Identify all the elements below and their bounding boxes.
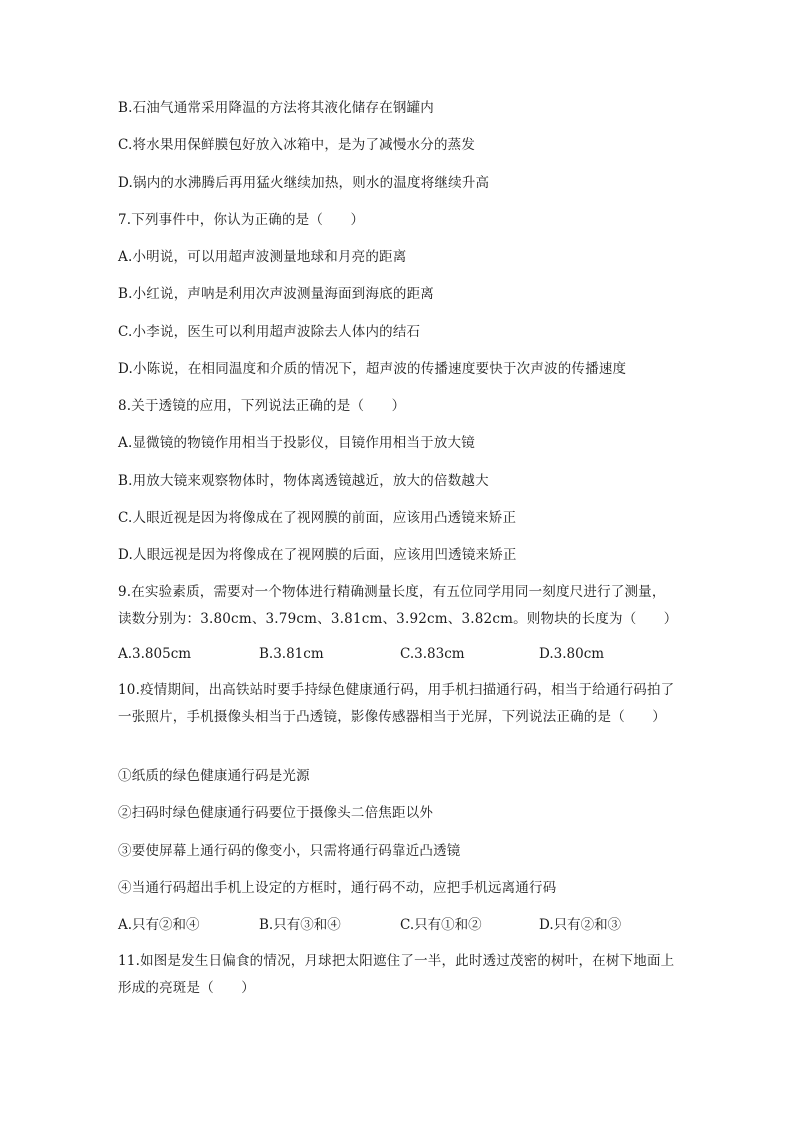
- q10-statement-2: ②扫码时绿色健康通行码要位于摄像头二倍焦距以外: [118, 805, 434, 821]
- q10-statement-3: ③要使屏幕上通行码的像变小，只需将通行码靠近凸透镜: [118, 843, 461, 859]
- q10-option-b: B.只有③和④: [259, 917, 341, 933]
- q10-statement-4: ④当通行码超出手机上设定的方框时，通行码不动，应把手机远离通行码: [118, 880, 557, 896]
- q9-option-b: B.3.81cm: [259, 646, 324, 662]
- q10-option-a: A.只有②和④: [118, 917, 200, 933]
- q8-stem: 8.关于透镜的应用，下列说法正确的是（ ）: [118, 398, 406, 414]
- q8-option-d: D.人眼远视是因为将像成在了视网膜的后面，应该用凹透镜来矫正: [118, 547, 517, 563]
- q10-option-d: D.只有②和③: [539, 917, 622, 933]
- q10-option-c: C.只有①和②: [400, 917, 482, 933]
- q9-option-d: D.3.80cm: [539, 646, 605, 662]
- q6-option-d: D.锅内的水沸腾后再用猛火继续加热，则水的温度将继续升高: [118, 175, 490, 191]
- q6-option-c: C.将水果用保鲜膜包好放入冰箱中，是为了减慢水分的蒸发: [118, 137, 476, 153]
- q7-option-c: C.小李说，医生可以利用超声波除去人体内的结石: [118, 324, 421, 340]
- q9-option-a: A.3.805cm: [118, 646, 192, 662]
- q7-option-b: B.小红说，声呐是利用次声波测量海面到海底的距离: [118, 286, 435, 302]
- q8-option-a: A.显微镜的物镜作用相当于投影仪，目镜作用相当于放大镜: [118, 435, 475, 451]
- q7-stem: 7.下列事件中，你认为正确的是（ ）: [118, 212, 365, 228]
- q9-option-c: C.3.83cm: [400, 646, 465, 662]
- q7-option-d: D.小陈说，在相同温度和介质的情况下，超声波的传播速度要快于次声波的传播速度: [118, 361, 627, 377]
- q6-option-b: B.石油气通常采用降温的方法将其液化储存在钢罐内: [118, 100, 435, 116]
- q8-option-c: C.人眼近视是因为将像成在了视网膜的前面，应该用凸透镜来矫正: [118, 510, 517, 526]
- q11-stem: 11.如图是发生日偏食的情况，月球把太阳遮住了一半，此时透过茂密的树叶，在树下地面上形成的亮斑是（ ）: [118, 953, 675, 996]
- q7-option-a: A.小明说，可以用超声波测量地球和月亮的距离: [118, 249, 407, 265]
- q10-statement-1: ①纸质的绿色健康通行码是光源: [118, 768, 310, 784]
- q10-stem: 10.疫情期间，出高铁站时要手持绿色健康通行码，用手机扫描通行码，相当于给通行码拍了一张照片，手机摄像头相当于凸透镜，影像传感器相当于光屏，下列说法正确的是（ ）: [118, 682, 675, 725]
- q9-stem: 9.在实验素质，需要对一个物体进行精确测量长度，有五位同学用同一刻度尺进行了测量，读数分别为：3.80cm、3.79cm、3.81cm、3.92cm、3.82cm。则物块的长度为（ ）: [118, 584, 678, 627]
- q8-option-b: B.用放大镜来观察物体时，物体离透镜越近，放大的倍数越大: [118, 473, 489, 489]
